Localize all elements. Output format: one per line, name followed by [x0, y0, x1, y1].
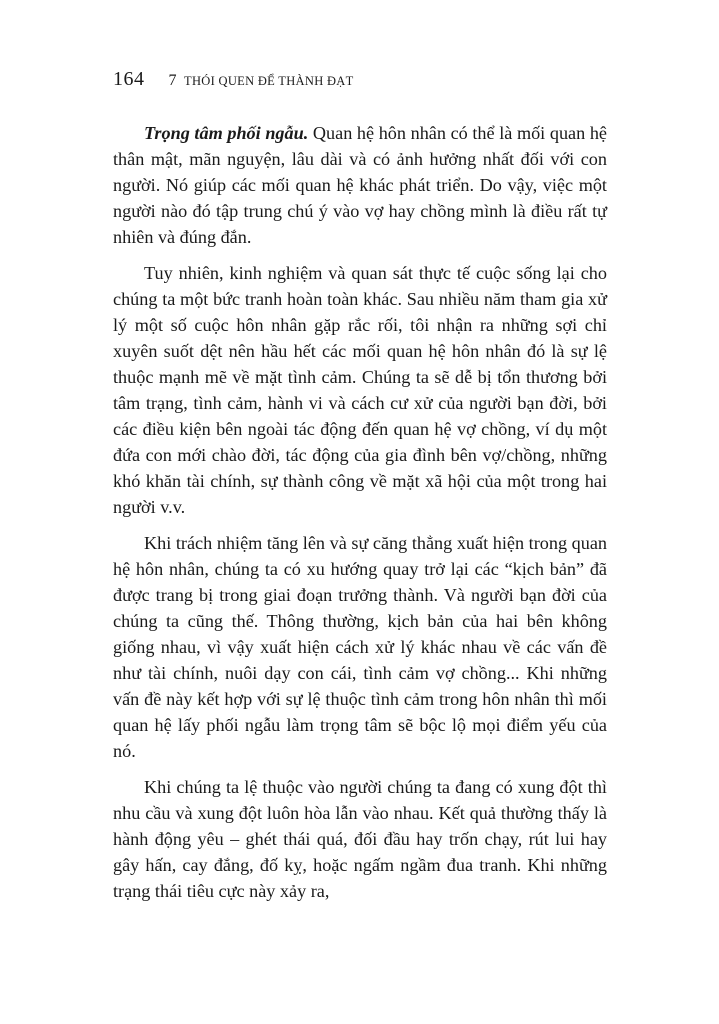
- paragraph: Tuy nhiên, kinh nghiệm và quan sát thực tế cuộc sống lại cho chúng ta một bức tranh hoàn toàn khác. Sau nhiều năm tham gia xử lý một số cuộc hôn nhân gặp rắc rối, tôi nhận ra những sợi chỉ xuyên suốt dệt nên hầu hết các mối quan hệ hôn nhân đó là sự lệ thuộc mạnh mẽ về mặt tình cảm. Chúng ta sẽ dễ bị tổn thương bởi tâm trạng, tình cảm, hành vi và cách cư xử của người bạn đời, bởi các điều kiện bên ngoài tác động đến quan hệ vợ chồng, ví dụ một đứa con mới chào đời, tác động của gia đình bên vợ/chồng, những khó khăn tài chính, sự thành công về mặt xã hội của một trong hai người v.v.: [113, 263, 607, 517]
- body-text: [113, 120, 607, 914]
- paragraph: [113, 120, 607, 250]
- paragraph: Khi chúng ta lệ thuộc vào người chúng ta đang có xung đột thì nhu cầu và xung đột luôn hòa lẫn vào nhau. Kết quả thường thấy là hành động yêu – ghét thái quá, đối đầu hay trốn chạy, rút lui hay gây hấn, cay đắng, đố kỵ, hoặc ngấm ngầm đua tranh. Khi những trạng thái tiêu cực này xảy ra,: [113, 777, 607, 901]
- paragraph: Khi trách nhiệm tăng lên và sự căng thẳng xuất hiện trong quan hệ hôn nhân, chúng ta có xu hướng quay trở lại các “kịch bản” đã được trang bị trong giai đoạn trưởng thành. Và người bạn đời của chúng ta cũng thế. Thông thường, kịch bản của hai bên không giống nhau, vì vậy xuất hiện cách xử lý khác nhau về các vấn đề như tài chính, nuôi dạy con cái, tình cảm vợ chồng... Khi những vấn đề này kết hợp với sự lệ thuộc tình cảm trong hôn nhân thì mối quan hệ lấy phối ngẫu làm trọng tâm sẽ bộc lộ mọi điểm yếu của nó.: [113, 533, 607, 761]
- paragraph-lead: Trọng tâm phối ngẫu.: [144, 123, 309, 143]
- page-header: [113, 68, 354, 91]
- running-title: [169, 72, 354, 90]
- running-title-text: THÓI QUEN ĐỂ THÀNH ĐẠT: [184, 74, 354, 88]
- running-title-number: 7: [168, 72, 177, 89]
- paragraph-text: Quan hệ hôn nhân có thể là mối quan hệ thân mật, mãn nguyện, lâu dài và có ảnh hưởng nhất đối với con người. Nó giúp các mối quan hệ khác phát triển. Do vậy, việc một người nào đó tập trung chú ý vào vợ hay chồng mình là điều rất tự nhiên và đúng đắn.: [113, 123, 607, 247]
- page-number: 164: [113, 68, 145, 90]
